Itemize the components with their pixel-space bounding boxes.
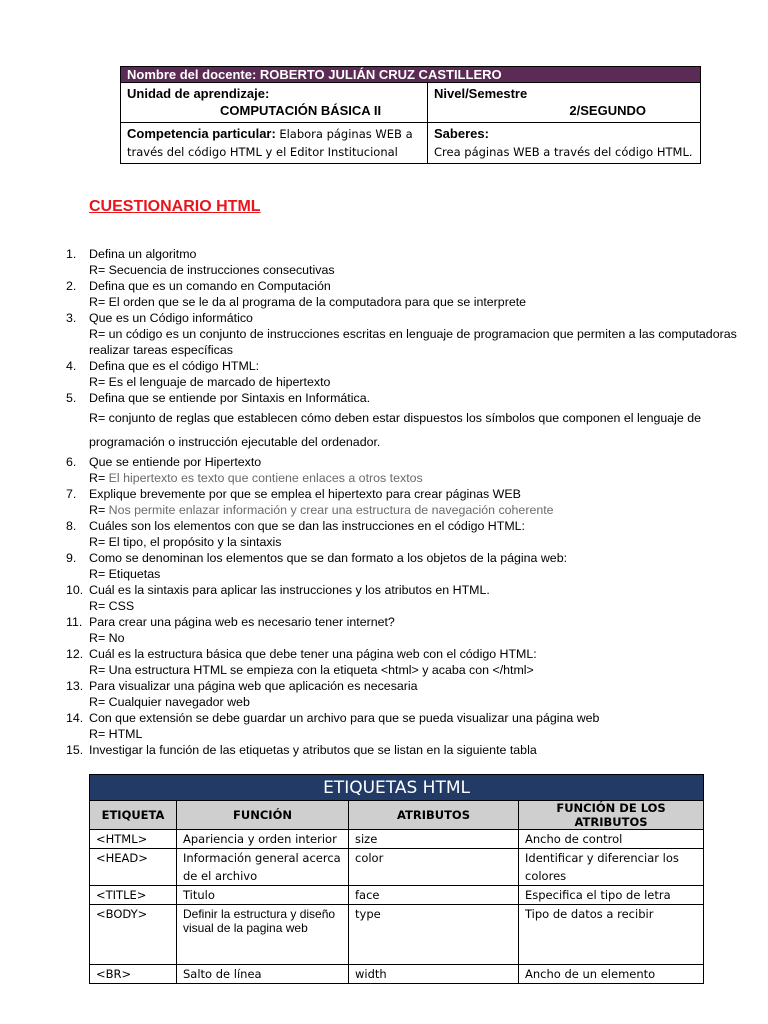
- table-cell: size: [349, 830, 519, 849]
- answer-text: R= conjunto de reglas que establecen cómo deben estar dispuestos los símbolos que componen el lenguaje de programación o instrucción ejecutable del ordenador.: [89, 411, 702, 449]
- question-number: 2.: [66, 279, 77, 293]
- question-text: Defina que se entiende por Sintaxis en Informática.: [89, 391, 371, 405]
- tags-table-title: ETIQUETAS HTML: [90, 775, 704, 801]
- question-text: Investigar la función de las etiquetas y atributos que se listan en la siguiente tabla: [89, 743, 537, 757]
- question-number: 5.: [66, 391, 77, 405]
- question-number: 1.: [66, 247, 77, 261]
- question-text: Que es un Código informático: [89, 311, 253, 325]
- question-number: 10.: [66, 583, 84, 597]
- list-item: [66, 646, 746, 678]
- level-cell: [428, 83, 701, 123]
- question-text: Defina un algoritmo: [89, 247, 197, 261]
- course-info-table: [120, 66, 701, 164]
- answer-text: R= HTML: [89, 727, 143, 741]
- competence-text: Elabora páginas WEB a través del código HTML y el Editor Institucional: [127, 127, 413, 159]
- answer-text: R= Una estructura HTML se empieza con la etiqueta <html> y acaba con </html>: [89, 663, 534, 677]
- table-cell: color: [349, 849, 519, 886]
- table-cell: <HTML>: [90, 830, 177, 849]
- question-number: 3.: [66, 311, 77, 325]
- table-cell: Ancho de control: [519, 830, 704, 849]
- knowledge-cell: [428, 123, 701, 164]
- list-item: [66, 454, 746, 486]
- table-cell: Titulo: [177, 886, 349, 905]
- table-cell: <BR>: [90, 965, 177, 984]
- list-item: [66, 310, 746, 358]
- list-item: [66, 278, 746, 310]
- answer-text: R= Secuencia de instrucciones consecutivas: [89, 263, 335, 277]
- table-cell: Ancho de un elemento: [519, 965, 704, 984]
- table-row: [90, 965, 704, 984]
- table-cell: Identificar y diferenciar los colores: [519, 849, 704, 886]
- table-cell: <TITLE>: [90, 886, 177, 905]
- question-number: 7.: [66, 487, 77, 501]
- answer-body: Nos permite enlazar información y crear una estructura de navegación coherente: [108, 503, 554, 517]
- table-cell: Salto de línea: [177, 965, 349, 984]
- list-item: [66, 246, 746, 278]
- table-cell: Información general acerca de el archivo: [177, 849, 349, 886]
- table-cell: Definir la estructura y diseño visual de la pagina web: [177, 905, 349, 965]
- html-tags-table: [89, 774, 704, 984]
- answer-text: R= Es el lenguaje de marcado de hipertexto: [89, 375, 331, 389]
- unit-cell: [121, 83, 428, 123]
- question-number: 6.: [66, 455, 77, 469]
- question-text: Con que extensión se debe guardar un archivo para que se pueda visualizar una página web: [89, 711, 600, 725]
- column-header: ATRIBUTOS: [349, 801, 519, 830]
- list-item: [66, 742, 746, 758]
- answer-prefix: R=: [89, 471, 106, 485]
- table-cell: <BODY>: [90, 905, 177, 965]
- answer-text: [89, 470, 746, 486]
- table-cell: Especifica el tipo de letra: [519, 886, 704, 905]
- competence-cell: [121, 123, 428, 164]
- question-text: Explique brevemente por que se emplea el hipertexto para crear páginas WEB: [89, 487, 521, 501]
- competence-label: Competencia particular:: [127, 126, 276, 141]
- question-text: Cuál es la sintaxis para aplicar las instrucciones y los atributos en HTML.: [89, 583, 490, 597]
- table-row: [90, 905, 704, 965]
- list-item: [66, 358, 746, 390]
- column-header: FUNCIÓN: [177, 801, 349, 830]
- knowledge-text: Crea páginas WEB a través del código HTML.: [434, 145, 693, 159]
- answer-text: R= Etiquetas: [89, 567, 161, 581]
- question-text: Para crear una página web es necesario tener internet?: [89, 615, 395, 629]
- question-number: 9.: [66, 551, 77, 565]
- knowledge-label: Saberes:: [434, 126, 489, 141]
- table-row: [90, 830, 704, 849]
- list-item: [66, 582, 746, 614]
- question-text: Como se denominan los elementos que se dan formato a los objetos de la página web:: [89, 551, 568, 565]
- table-cell: width: [349, 965, 519, 984]
- answer-text: R= CSS: [89, 599, 135, 613]
- quiz-title: CUESTIONARIO HTML: [89, 198, 261, 215]
- question-number: 14.: [66, 711, 84, 725]
- table-cell: Tipo de datos a recibir: [519, 905, 704, 965]
- answer-body: El hipertexto es texto que contiene enlaces a otros textos: [108, 471, 423, 485]
- list-item: [66, 390, 746, 454]
- question-number: 4.: [66, 359, 77, 373]
- answer-text: R= Cualquier navegador web: [89, 695, 250, 709]
- question-text: Cuáles son los elementos con que se dan las instrucciones en el código HTML:: [89, 519, 525, 533]
- question-number: 8.: [66, 519, 77, 533]
- question-text: Cuál es la estructura básica que debe tener una página web con el código HTML:: [89, 647, 537, 661]
- table-cell: <HEAD>: [90, 849, 177, 886]
- table-row: [90, 849, 704, 886]
- answer-text: R= No: [89, 631, 125, 645]
- answer-text: R= El tipo, el propósito y la sintaxis: [89, 535, 282, 549]
- teacher-name: Nombre del docente: ROBERTO JULIÁN CRUZ CASTILLERO: [121, 67, 701, 83]
- level-label: Nivel/Semestre: [434, 86, 528, 101]
- table-row: [90, 886, 704, 905]
- column-header: ETIQUETA: [90, 801, 177, 830]
- question-number: 12.: [66, 647, 84, 661]
- question-text: Defina que es un comando en Computación: [89, 279, 331, 293]
- list-item: [66, 678, 746, 710]
- question-text: Que se entiende por Hipertexto: [89, 455, 262, 469]
- unit-value: COMPUTACIÓN BÁSICA II: [220, 103, 382, 118]
- question-number: 15.: [66, 743, 84, 757]
- column-header: FUNCIÓN DE LOS ATRIBUTOS: [519, 801, 704, 830]
- list-item: [66, 518, 746, 550]
- list-item: [66, 710, 746, 742]
- answer-text: [89, 502, 746, 518]
- answer-text: R= un código es un conjunto de instrucciones escritas en lenguaje de programacion que permiten a las computadoras realizar tareas específicas: [89, 327, 737, 357]
- list-item: [66, 550, 746, 582]
- table-cell: face: [349, 886, 519, 905]
- question-text: Defina que es el código HTML:: [89, 359, 260, 373]
- unit-label: Unidad de aprendizaje:: [127, 86, 270, 101]
- question-number: 11.: [66, 615, 83, 629]
- list-item: [66, 614, 746, 646]
- list-item: [66, 486, 746, 518]
- answer-prefix: R=: [89, 503, 106, 517]
- question-text: Para visualizar una página web que aplicación es necesaria: [89, 679, 418, 693]
- answer-text: R= El orden que se le da al programa de la computadora para que se interprete: [89, 295, 527, 309]
- question-list: [66, 246, 746, 758]
- level-value: 2/SEGUNDO: [569, 103, 646, 118]
- table-cell: type: [349, 905, 519, 965]
- table-cell: Apariencia y orden interior: [177, 830, 349, 849]
- question-number: 13.: [66, 679, 84, 693]
